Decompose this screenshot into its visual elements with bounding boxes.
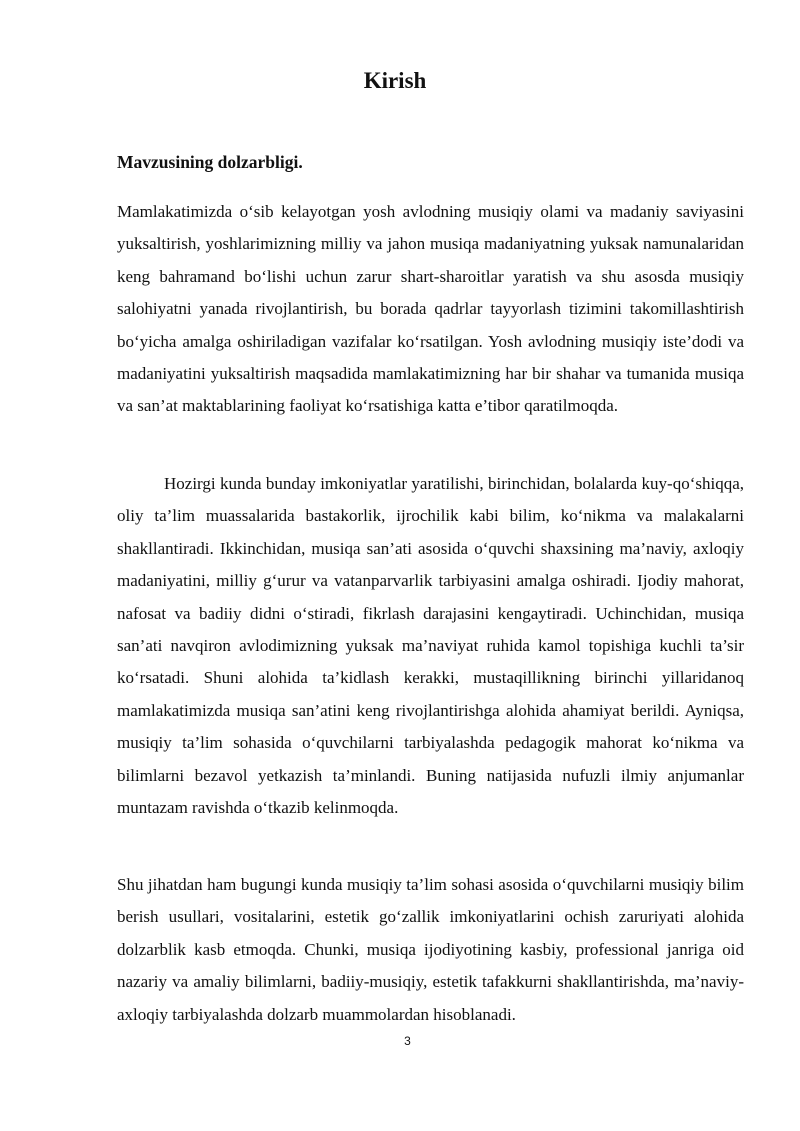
page-title: Kirish <box>363 68 427 93</box>
section-heading: Mavzusining dolzarbligi. <box>117 152 303 172</box>
paragraph-3: Shu jihatdan ham bugungi kunda musiqiy ta’lim sohasi asosida o‘quvchilarni musiqiy bilim berish usullari, vositalarini, estetik go‘zallik imkoniyatlarini ochish zaruriyati alohida dolzarblik kasb etmoqda. Chunki, musiqa ijodiyotining kasbiy, professional janriga oid nazariy va amaliy bilimlarni, badiiy-musiqiy, estetik tafakkurni shakllantirishda, ma’naviy-axloqiy tarbiyalashda dolzarb muammolardan hisoblanadi. <box>117 875 744 1024</box>
paragraph-1: Mamlakatimizda o‘sib kelayotgan yosh avlodning musiqiy olami va madaniy saviyasini yuksaltirish, yoshlarimizning milliy va jahon musiqa madaniyatning yuksak namunalaridan keng bahramand bo‘lishi uchun zarur shart-sharoitlar yaratish va shu asosda musiqiy salohiyatni yanada rivojlantirish, bu borada qadrlar tayyorlash tizimini takomillashtirish bo‘yicha amalga oshiriladigan vazifalar ko‘rsatilgan. Yosh avlodning musiqiy iste’dodi va madaniyatini yuksaltirish maqsadida mamlakatimizning har bir shahar va tumanida musiqa va san’at maktablarining faoliyat ko‘rsatishiga katta e’tibor qaratilmoqda. <box>117 202 744 416</box>
paragraph-2: Hozirgi kunda bunday imkoniyatlar yaratilishi, birinchidan, bolalarda kuy-qo‘shiqqa, oliy ta’lim muassalarida bastakorlik, ijrochilik kabi bilim, ko‘nikma va malakalarni shakllantiradi. Ikkinchidan, musiqa san’ati asosida o‘quvchi shaxsining ma’naviy, axloqiy madaniyatini, milliy g‘urur va vatanparvarlik tarbiyasini amalga oshiradi. Ijodiy mahorat, nafosat va badiiy didni o‘stiradi, fikrlash darajasini kengaytiradi. Uchinchidan, musiqa san’ati navqiron avlodimizning yuksak ma’naviyat ruhida kamol topishiga kuchli ta’sir ko‘rsatadi. Shuni alohida ta’kidlash kerakki, mustaqillikning birinchi yillaridanoq mamlakatimizda musiqa san’atini keng rivojlantirishga alohida ahamiyat berildi. Ayniqsa, musiqiy ta’lim sohasida o‘quvchilarni tarbiyalashda pedagogik mahorat ko‘nikma va bilimlarni bezavol yetkazish ta’minlandi. Buning natijasida nufuzli ilmiy anjumanlar muntazam ravishda o‘tkazib kelinmoqda. <box>117 474 744 818</box>
page-number: 3 <box>404 1034 411 1048</box>
